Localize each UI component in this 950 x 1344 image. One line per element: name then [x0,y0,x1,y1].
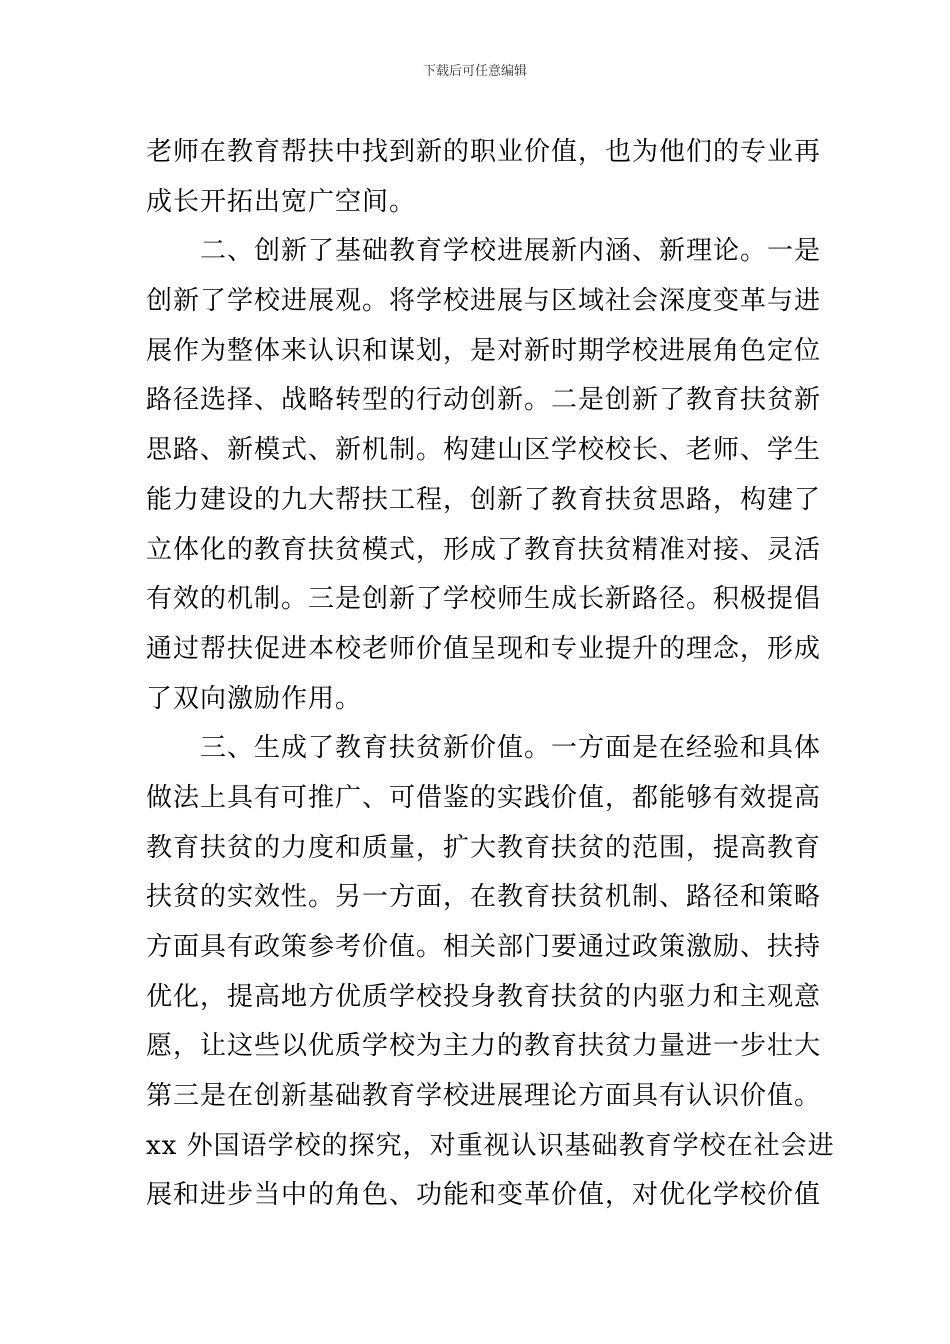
text-line: 展和进步当中的角色、功能和变革价值，对优化学校价值 [146,1180,822,1211]
text-line: 教育扶贫的力度和质量，扩大教育扶贫的范围，提高教育 [146,832,822,863]
text-line: 第三是在创新基础教育学校进展理论方面具有认识价值。 [146,1081,822,1112]
text-line: 方面具有政策参考价值。相关部门要通过政策激励、扶持 [146,932,822,962]
text-line: 路径选择、战略转型的行动创新。二是创新了教育扶贫新 [146,385,822,416]
text-line: 成长开拓出宽广空间。 [146,186,417,217]
text-line: 了双向激励作用。 [146,683,363,714]
text-line: 思路、新模式、新机制。构建山区学校校长、老师、学生 [146,435,822,466]
text-line: 展作为整体来认识和谋划，是对新时期学校进展角色定位 [146,335,822,366]
text-line: 创新了学校进展观。将学校进展与区域社会深度变革与进 [146,286,822,317]
text-line: 有效的机制。三是创新了学校师生成长新路径。积极提倡 [146,584,822,615]
text-line: 通过帮扶促进本校老师价值呈现和专业提升的理念，形成 [146,633,822,664]
text-line: 扶贫的实效性。另一方面，在教育扶贫机制、路径和策略 [146,882,822,913]
paragraph-first-line: 二、创新了基础教育学校进展新内涵、新理论。一是 [200,236,822,267]
text-line: 立体化的教育扶贫模式，形成了教育扶贫精准对接、灵活 [146,534,822,565]
text-line: 能力建设的九大帮扶工程，创新了教育扶贫思路，构建了 [146,484,822,515]
text-line: 做法上具有可推广、可借鉴的实践价值，都能够有效提高 [146,782,822,813]
page-header: 下载后可任意编辑 [422,64,527,79]
text-line: xx 外国语学校的探究，对重视认识基础教育学校在社会进 [146,1130,835,1161]
text-line: 优化，提高地方优质学校投身教育扶贫的内驱力和主观意 [146,981,822,1012]
document-body [146,128,835,1221]
text-line: 老师在教育帮扶中找到新的职业价值，也为他们的专业再 [146,137,822,167]
text-line: 愿，让这些以优质学校为主力的教育扶贫力量进一步壮大 [146,1031,822,1062]
paragraph-first-line: 三、生成了教育扶贫新价值。一方面是在经验和具体 [200,733,822,764]
